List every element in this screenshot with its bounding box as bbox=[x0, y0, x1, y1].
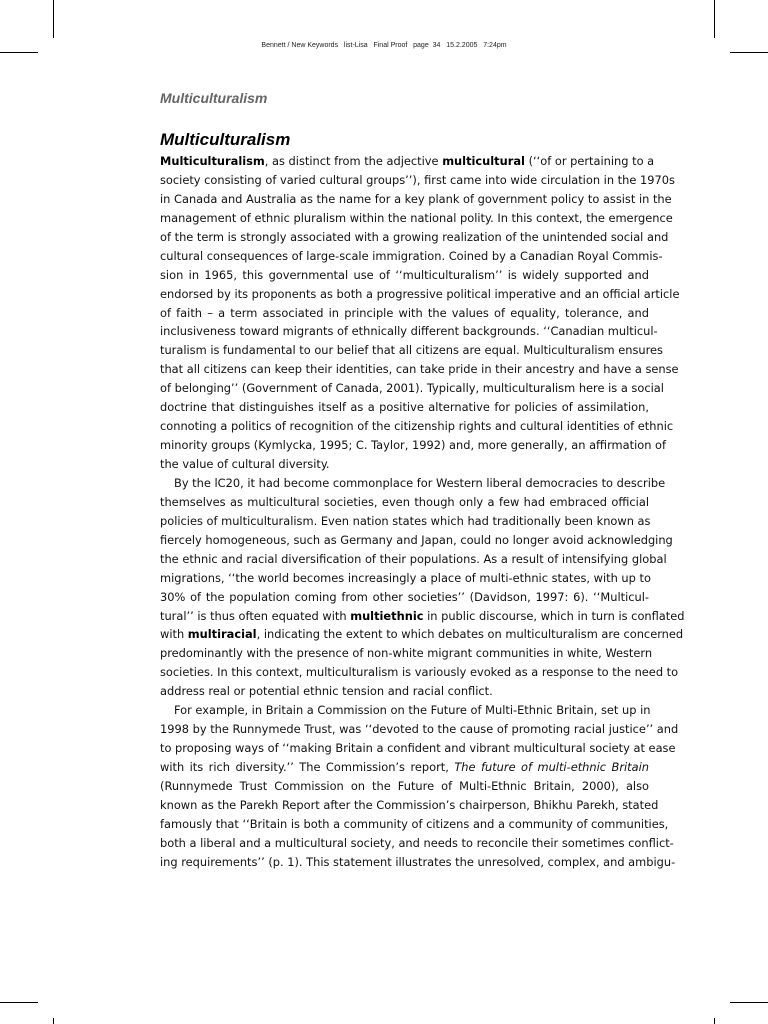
text-line bbox=[160, 304, 649, 323]
text-run: that all citizens can keep their identities, can take pride in their ancestry and have a sense bbox=[160, 362, 679, 377]
text-run: of the term is strongly associated with a growing realization of the unintended social and bbox=[160, 229, 669, 244]
text-line bbox=[160, 379, 664, 398]
text-run: the value of cultural diversity. bbox=[160, 457, 330, 471]
text-run: connoting a politics of recognition of the citizenship rights and cultural identities of ethnic bbox=[160, 419, 674, 434]
text-line bbox=[160, 834, 674, 853]
text-run: with its rich diversity.’’ The Commission’s report, bbox=[160, 760, 455, 774]
text-run: fiercely homogeneous, such as Germany and Japan, could no longer avoid acknowledging bbox=[160, 532, 673, 547]
text-line bbox=[160, 758, 649, 777]
text-line bbox=[160, 531, 673, 550]
text-run: themselves as multicultural societies, even though only a few had embraced official bbox=[160, 494, 649, 509]
crop-mark bbox=[53, 0, 54, 38]
text-run: predominantly with the presence of non-white migrant communities in white, Western bbox=[160, 646, 653, 661]
text-line bbox=[160, 266, 649, 285]
text-run: , as distinct from the adjective bbox=[264, 154, 443, 168]
text-run: , indicating the extent to which debates on multiculturalism are concerned bbox=[256, 627, 684, 642]
text-run: of faith – a term associated in principle with the values of equality, tolerance, and bbox=[160, 305, 649, 320]
text-run: famously that ‘‘Britain is both a community of citizens and a community of communities, bbox=[160, 816, 669, 831]
crop-mark bbox=[730, 52, 768, 53]
text-run: (Runnymede Trust Commission on the Future of Multi-Ethnic Britain, 2000), also bbox=[160, 778, 649, 793]
text-line bbox=[160, 569, 649, 588]
keyword-term: multiethnic bbox=[350, 608, 424, 623]
running-head: Multiculturalism bbox=[160, 90, 268, 106]
text-line bbox=[160, 171, 675, 190]
text-run: 1998 by the Runnymede Trust, was ‘‘devoted to the cause of promoting racial justice’’ and bbox=[160, 722, 679, 737]
text-line bbox=[160, 285, 680, 304]
text-run: cultural consequences of large-scale immigration. Coined by a Canadian Royal Commis- bbox=[160, 248, 663, 263]
text-run: management of ethnic pluralism within the national polity. In this context, the emergence bbox=[160, 210, 673, 225]
text-line bbox=[160, 796, 659, 815]
crop-mark bbox=[53, 1018, 54, 1024]
text-line bbox=[160, 209, 673, 228]
paragraph bbox=[160, 701, 679, 871]
text-line bbox=[160, 607, 685, 626]
text-run: tural’’ is thus often equated with bbox=[160, 608, 351, 623]
text-line bbox=[160, 398, 649, 417]
text-line bbox=[160, 152, 655, 171]
text-run: societies. In this context, multiculturalism is variously evoked as a response to the need to bbox=[160, 665, 679, 680]
text-run: inclusiveness toward migrants of ethnically different backgrounds. ‘‘Canadian multicul- bbox=[160, 324, 658, 339]
italic-title: The future of multi-ethnic Britain bbox=[454, 760, 649, 774]
text-run: endorsed by its proponents as both a progressive political imperative and an official article bbox=[160, 286, 680, 301]
text-run: address real or potential ethnic tension and racial conflict. bbox=[160, 684, 493, 699]
text-line bbox=[160, 815, 669, 834]
text-line bbox=[160, 663, 679, 682]
text-run: known as the Parekh Report after the Commission’s chairperson, Bhikhu Parekh, stated bbox=[160, 797, 659, 812]
text-line bbox=[160, 417, 674, 436]
paragraph bbox=[160, 474, 685, 701]
crop-mark bbox=[714, 1018, 715, 1024]
text-line bbox=[160, 341, 663, 360]
text-line bbox=[160, 777, 649, 796]
text-line bbox=[160, 588, 649, 607]
text-run: (‘‘of or pertaining to a bbox=[524, 154, 655, 168]
text-run: the ethnic and racial diversification of their populations. As a result of intensifying global bbox=[160, 551, 667, 566]
text-line bbox=[160, 550, 667, 569]
text-run: doctrine that distinguishes itself as a positive alternative for policies of assimilation, bbox=[160, 400, 649, 415]
keyword-term: Multiculturalism bbox=[160, 154, 265, 168]
crop-mark bbox=[730, 1002, 768, 1003]
text-line bbox=[160, 701, 649, 720]
crop-mark bbox=[0, 52, 38, 53]
text-line bbox=[160, 512, 649, 531]
text-line bbox=[160, 247, 663, 266]
text-line bbox=[160, 436, 667, 455]
text-run: in Canada and Australia as the name for a key plank of government policy to assist in the bbox=[160, 191, 672, 206]
text-run: in public discourse, which in turn is conflated bbox=[423, 608, 685, 623]
text-run: For example, in Britain a Commission on the Future of Multi-Ethnic Britain, set up in bbox=[174, 703, 651, 718]
text-run: migrations, ‘‘the world becomes increasingly a place of multi-ethnic states, with up to bbox=[160, 570, 651, 585]
proof-slug: Bennett / New Keywords list-Lisa Final Proof page 34 15.2.2005 7:24pm bbox=[261, 42, 507, 49]
text-line bbox=[160, 360, 679, 379]
body-text bbox=[160, 152, 685, 872]
text-line bbox=[160, 644, 653, 663]
text-line bbox=[160, 474, 666, 493]
text-line bbox=[160, 455, 649, 474]
text-run: society consisting of varied cultural groups’’), first came into wide circulation in the 1970s bbox=[160, 172, 675, 187]
text-run: policies of multiculturalism. Even nation states which had traditionally been known as bbox=[160, 513, 651, 528]
crop-mark bbox=[0, 1002, 38, 1003]
text-run: with bbox=[160, 627, 188, 642]
text-line bbox=[160, 682, 649, 701]
text-run: minority groups (Kymlycka, 1995; C. Taylor, 1992) and, more generally, an affirmation of bbox=[160, 438, 667, 453]
text-line bbox=[160, 625, 684, 644]
crop-mark bbox=[714, 0, 715, 38]
text-line bbox=[160, 190, 672, 209]
text-run: to proposing ways of ‘‘making Britain a confident and vibrant multicultural society at ease bbox=[160, 741, 676, 756]
text-run: 30% of the population coming from other societies’’ (Davidson, 1997: 6). ‘‘Multicul- bbox=[160, 589, 649, 604]
text-line bbox=[160, 322, 658, 341]
text-run: both a liberal and a multicultural society, and needs to reconcile their sometimes conflict- bbox=[160, 835, 674, 850]
keyword-term: multiracial bbox=[187, 627, 257, 642]
text-run: sion in 1965, this governmental use of ‘‘multiculturalism’’ is widely supported and bbox=[160, 267, 649, 282]
text-run: of belonging’’ (Government of Canada, 2001). Typically, multiculturalism here is a social bbox=[160, 381, 664, 396]
entry-title: Multiculturalism bbox=[160, 130, 291, 149]
text-run: turalism is fundamental to our belief that all citizens are equal. Multiculturalism ensures bbox=[160, 343, 663, 358]
keyword-term: multicultural bbox=[442, 154, 525, 168]
text-line bbox=[160, 228, 669, 247]
paragraph bbox=[160, 152, 680, 474]
text-line bbox=[160, 739, 676, 758]
text-run: ing requirements’’ (p. 1). This statement illustrates the unresolved, complex, and ambigu- bbox=[160, 854, 676, 869]
text-line bbox=[160, 720, 679, 739]
text-run: By the lC20, it had become commonplace for Western liberal democracies to describe bbox=[174, 475, 666, 490]
text-line bbox=[160, 493, 649, 512]
text-line bbox=[160, 853, 676, 872]
